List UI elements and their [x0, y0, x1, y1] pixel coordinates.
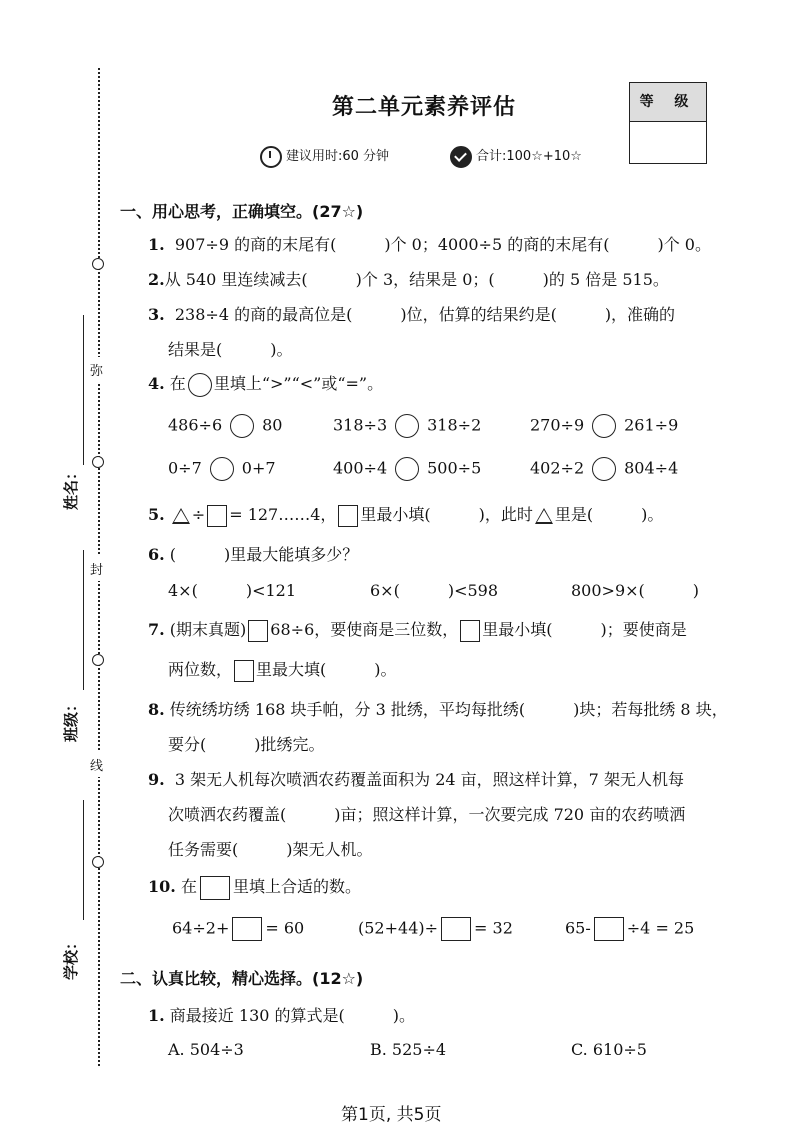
question-7	[148, 617, 687, 642]
question-number: 10.	[148, 877, 176, 896]
question-text: 里最小填( )；要使商是	[482, 620, 687, 639]
compare-right: 500÷5	[427, 458, 482, 478]
option-b[interactable]: B. 525÷4	[370, 1040, 447, 1059]
question-text: 里最大填( )。	[256, 660, 397, 679]
compare-circle[interactable]	[230, 414, 254, 438]
answer-box[interactable]	[232, 917, 262, 941]
square-box[interactable]	[207, 505, 227, 527]
equation-text: 65-	[565, 918, 591, 938]
compare-item	[530, 414, 678, 438]
square-box[interactable]	[234, 660, 254, 682]
name-label: 姓名：	[62, 464, 80, 510]
compare-left: 486÷6	[168, 415, 223, 435]
equation-text: = 60	[265, 918, 305, 938]
compare-item	[333, 414, 481, 438]
question-text: 在	[169, 374, 186, 393]
seal-char-xian: 线	[90, 752, 103, 777]
compare-item	[333, 457, 481, 481]
triangle-symbol	[535, 508, 553, 524]
question-5	[148, 502, 663, 527]
question-number: 3.	[148, 305, 165, 324]
section-1-heading: 一、用心思考，正确填空。(27☆)	[120, 202, 364, 221]
compare-right: 318÷2	[427, 415, 482, 435]
answer-box[interactable]	[594, 917, 624, 941]
total-info	[450, 145, 582, 168]
question-3	[148, 302, 675, 325]
question-text: 3 架无人机每次喷洒农药覆盖面积为 24 亩，照这样计算，7 架无人机每	[174, 770, 684, 789]
question-number: 8.	[148, 700, 165, 719]
question-text: 两位数，	[168, 660, 233, 679]
grade-field[interactable]	[630, 122, 706, 162]
compare-circle[interactable]	[592, 457, 616, 481]
question-2	[148, 267, 669, 290]
total-label: 合计:100☆+10☆	[476, 149, 582, 164]
compare-left: 400÷4	[333, 458, 388, 478]
question-9-line2: 次喷洒农药覆盖( )亩；照这样计算，一次要完成 720 亩的农药喷洒	[168, 805, 686, 824]
question-text: (期末真题)	[169, 620, 247, 639]
square-box	[200, 876, 230, 900]
equation-text: ÷4 = 25	[626, 918, 695, 938]
check-icon	[450, 146, 472, 168]
question-number: 9.	[148, 770, 165, 789]
question-text: 传统绣坊绣 168 块手帕，分 3 批绣，平均每批绣( )块；若每批绣 8 块，	[169, 700, 728, 719]
option-a[interactable]: A. 504÷3	[168, 1040, 244, 1059]
name-write-line[interactable]	[83, 315, 84, 465]
answer-box[interactable]	[441, 917, 471, 941]
question-text: 907÷9 的商的末尾有( )个 0；4000÷5 的商的末尾有( )个 0。	[174, 235, 711, 254]
compare-circle[interactable]	[210, 457, 234, 481]
class-write-line[interactable]	[83, 550, 84, 690]
binding-circle	[92, 456, 104, 468]
question-6-item: 800>9×( )	[571, 581, 700, 600]
time-info	[260, 145, 389, 168]
question-6-item: 4×( )<121	[168, 581, 297, 600]
square-box[interactable]	[338, 505, 358, 527]
compare-left: 0÷7	[168, 458, 202, 478]
square-box[interactable]	[248, 620, 268, 642]
option-c[interactable]: C. 610÷5	[571, 1040, 647, 1059]
question-text: 238÷4 的商的最高位是( )位，估算的结果约是( )，准确的	[174, 305, 676, 324]
question-number: 5.	[148, 505, 165, 524]
question-s2-1	[148, 1003, 415, 1026]
question-number: 1.	[148, 1006, 165, 1025]
school-write-line[interactable]	[83, 800, 84, 920]
question-text: 里是( )。	[554, 505, 664, 524]
equation-text: (52+44)÷	[358, 918, 439, 938]
compare-item	[168, 457, 276, 481]
question-8-line2: 要分( )批绣完。	[168, 735, 325, 754]
compare-right: 261÷9	[624, 415, 679, 435]
fill-equation	[172, 917, 304, 941]
question-number: 4.	[148, 374, 165, 393]
question-text: 从 540 里连续减去( )个 3，结果是 0；( )的 5 倍是 515。	[164, 270, 669, 289]
question-number: 6.	[148, 545, 165, 564]
grade-box	[629, 82, 707, 164]
question-text: 68÷6，要使商是三位数，	[270, 620, 459, 639]
question-text: 在	[180, 877, 197, 896]
equation-text: 64÷2+	[172, 918, 230, 938]
page-title: 第二单元素养评估	[332, 95, 517, 120]
question-1	[148, 232, 711, 255]
compare-left: 402÷2	[530, 458, 585, 478]
compare-item	[168, 414, 282, 438]
compare-item	[530, 457, 678, 481]
question-number: 2.	[148, 270, 165, 289]
time-label: 建议用时:60 分钟	[286, 149, 390, 164]
question-6-item: 6×( )<598	[370, 581, 499, 600]
question-text: 里填上“>”“<”或“=”。	[213, 374, 384, 393]
question-text: ÷	[191, 505, 206, 524]
page-number: 第1页, 共5页	[341, 1105, 442, 1125]
question-8	[148, 697, 728, 720]
compare-circle[interactable]	[395, 414, 419, 438]
question-7-line2	[168, 657, 397, 682]
timer-icon	[260, 146, 282, 168]
square-box[interactable]	[460, 620, 480, 642]
fill-equation	[358, 917, 513, 941]
compare-circle[interactable]	[395, 457, 419, 481]
triangle-symbol	[172, 508, 190, 524]
compare-left: 318÷3	[333, 415, 388, 435]
school-label: 学校：	[62, 934, 80, 980]
question-10	[148, 874, 361, 900]
question-9-line3: 任务需要( )架无人机。	[168, 840, 373, 859]
question-text: 里最小填( )，此时	[360, 505, 533, 524]
question-text: = 127……4，	[229, 505, 337, 524]
fill-equation	[565, 917, 694, 941]
question-4	[148, 371, 383, 397]
question-3-line2: 结果是( )。	[168, 340, 293, 359]
compare-right: 80	[262, 415, 283, 435]
question-number: 7.	[148, 620, 165, 639]
seal-char-feng: 封	[90, 556, 103, 581]
binding-circle	[92, 856, 104, 868]
section-2-heading: 二、认真比较，精心选择。(12☆)	[120, 969, 364, 988]
circle-symbol	[188, 373, 212, 397]
grade-label: 等 级	[630, 83, 706, 122]
compare-left: 270÷9	[530, 415, 585, 435]
compare-circle[interactable]	[592, 414, 616, 438]
compare-right: 0+7	[241, 458, 276, 478]
compare-right: 804÷4	[624, 458, 679, 478]
question-text: ( )里最大能填多少？	[169, 545, 359, 564]
equation-text: = 32	[474, 918, 513, 938]
seal-char-mi: 弥	[90, 357, 103, 382]
binding-circle	[92, 258, 104, 270]
question-text: 商最接近 130 的算式是( )。	[169, 1006, 415, 1025]
class-label: 班级：	[62, 696, 80, 742]
question-9	[148, 767, 684, 790]
question-6	[148, 542, 358, 565]
question-number: 1.	[148, 235, 165, 254]
question-text: 里填上合适的数。	[232, 877, 361, 896]
binding-circle	[92, 654, 104, 666]
